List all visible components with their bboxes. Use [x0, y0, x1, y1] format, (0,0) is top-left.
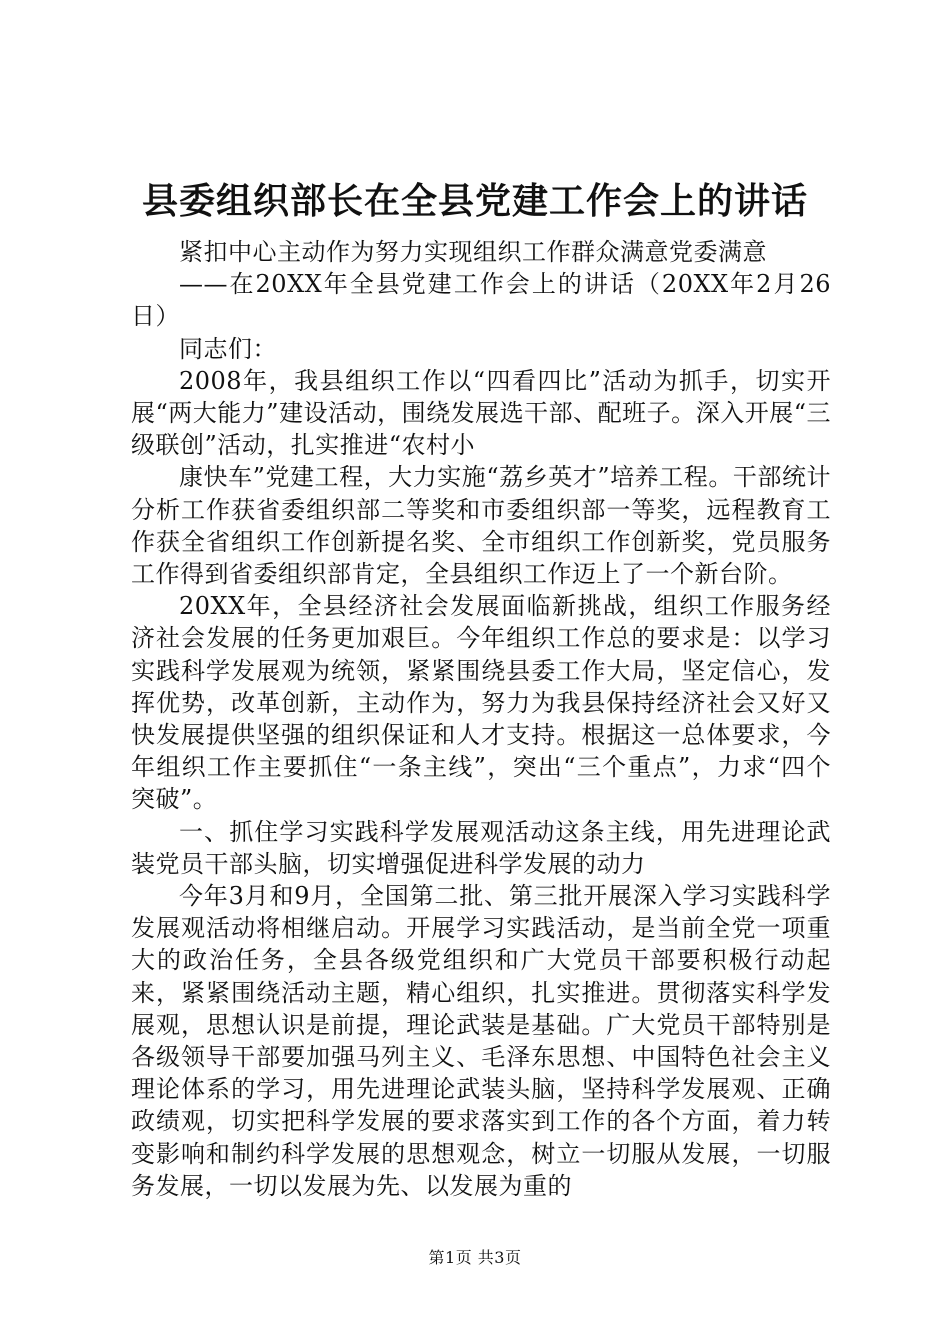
page-number-footer: 第1页 共3页	[428, 1248, 522, 1267]
subtitle-occasion-paragraph: ——在20XX年全县党建工作会上的讲话（20XX年2月26日）	[131, 270, 831, 331]
section-heading-paragraph: 一、抓住学习实践科学发展观活动这条主线，用先进理论武装党员干部头脑，切实增强促进科学发展的动力	[131, 817, 831, 878]
subtitle-paragraph: 紧扣中心主动作为努力实现组织工作群众满意党委满意	[179, 238, 767, 266]
body-paragraph: 2008年，我县组织工作以“四看四比”活动为抓手，切实开展“两大能力”建设活动，围绕发展选干部、配班子。深入开展“三级联创”活动，扎实推进“农村小	[131, 366, 831, 460]
document-title: 县委组织部长在全县党建工作会上的讲话	[141, 180, 808, 222]
body-paragraph: 今年3月和9月，全国第二批、第三批开展深入学习实践科学发展观活动将相继启动。开展学习实践活动，是当前全党一项重大的政治任务，全县各级党组织和广大党员干部要积极行动起来，紧紧围绕活动主题，精心组织，扎实推进。贯彻落实科学发展观，思想认识是前提，理论武装是基础。广大党员干部特别是各级领导干部要加强马列主义、毛泽东思想、中国特色社会主义理论体系的学习，用先进理论武装头脑，坚持科学发展观、正确政绩观，切实把科学发展的要求落实到工作的各个方面，着力转变影响和制约科学发展的思想观念，树立一切服从发展，一切服务发展，一切以发展为先、以发展为重的	[131, 882, 831, 1200]
body-paragraph: 20XX年，全县经济社会发展面临新挑战，组织工作服务经济社会发展的任务更加艰巨。今年组织工作总的要求是：以学习实践科学发展观为统领，紧紧围绕县委工作大局，坚定信心，发挥优势，改革创新，主动作为，努力为我县保持经济社会又好又快发展提供坚强的组织保证和人才支持。根据这一总体要求，今年组织工作主要抓住“一条主线”，突出“三个重点”，力求“四个突破”。	[131, 592, 831, 814]
salutation-paragraph: 同志们：	[179, 334, 277, 363]
body-paragraph: 康快车”党建工程，大力实施“荔乡英才”培养工程。干部统计分析工作获省委组织部二等奖和市委组织部一等奖，远程教育工作获全省组织工作创新提名奖、全市组织工作创新奖，党员服务工作得到省委组织部肯定，全县组织工作迈上了一个新台阶。	[131, 463, 831, 589]
document-body	[131, 236, 831, 1202]
